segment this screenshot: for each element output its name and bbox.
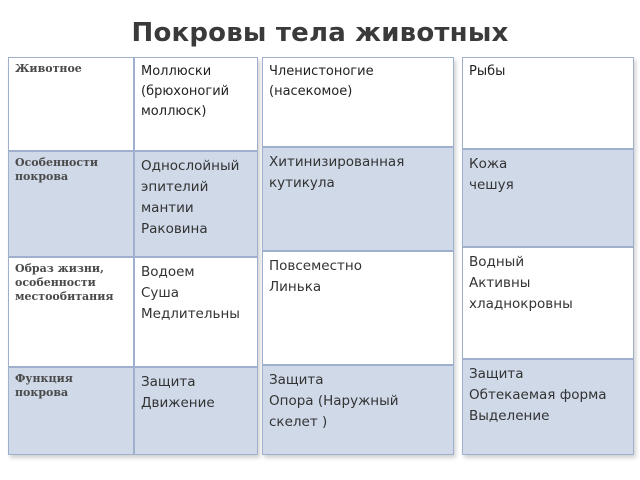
- mollusks-table: [8, 57, 258, 455]
- arthropods-header: Членистоногие (насекомое): [262, 57, 454, 147]
- fish-cover-features: Кожа чешуя: [462, 149, 634, 247]
- mollusks-lifestyle: Водоем Суша Медлительны: [134, 257, 258, 367]
- mollusks-cover-function: Защита Движение: [134, 367, 258, 455]
- row-label-animal: Животное: [8, 57, 134, 151]
- row-label-cover-function: Функция покрова: [8, 367, 134, 455]
- mollusks-header: Моллюски (брюхоногий моллюск): [134, 57, 258, 151]
- row-label-cover-features: Особенности покрова: [8, 151, 134, 257]
- fish-lifestyle: Водный Активны хладнокровны: [462, 247, 634, 359]
- row-label-lifestyle: Образ жизни, особенности местообитания: [8, 257, 134, 367]
- arthropods-cover-function: Защита Опора (Наружный скелет ): [262, 365, 454, 455]
- fish-cover-function: Защита Обтекаемая форма Выделение: [462, 359, 634, 455]
- arthropods-lifestyle: Повсеместно Линька: [262, 251, 454, 365]
- fish-header: Рыбы: [462, 57, 634, 149]
- arthropods-table: [262, 57, 454, 455]
- fish-table: [462, 57, 634, 455]
- mollusks-cover-features: Однослойный эпителий мантии Раковина: [134, 151, 258, 257]
- arthropods-cover-features: Хитинизированная кутикула: [262, 147, 454, 251]
- page-title: Покровы тела животных: [131, 18, 509, 48]
